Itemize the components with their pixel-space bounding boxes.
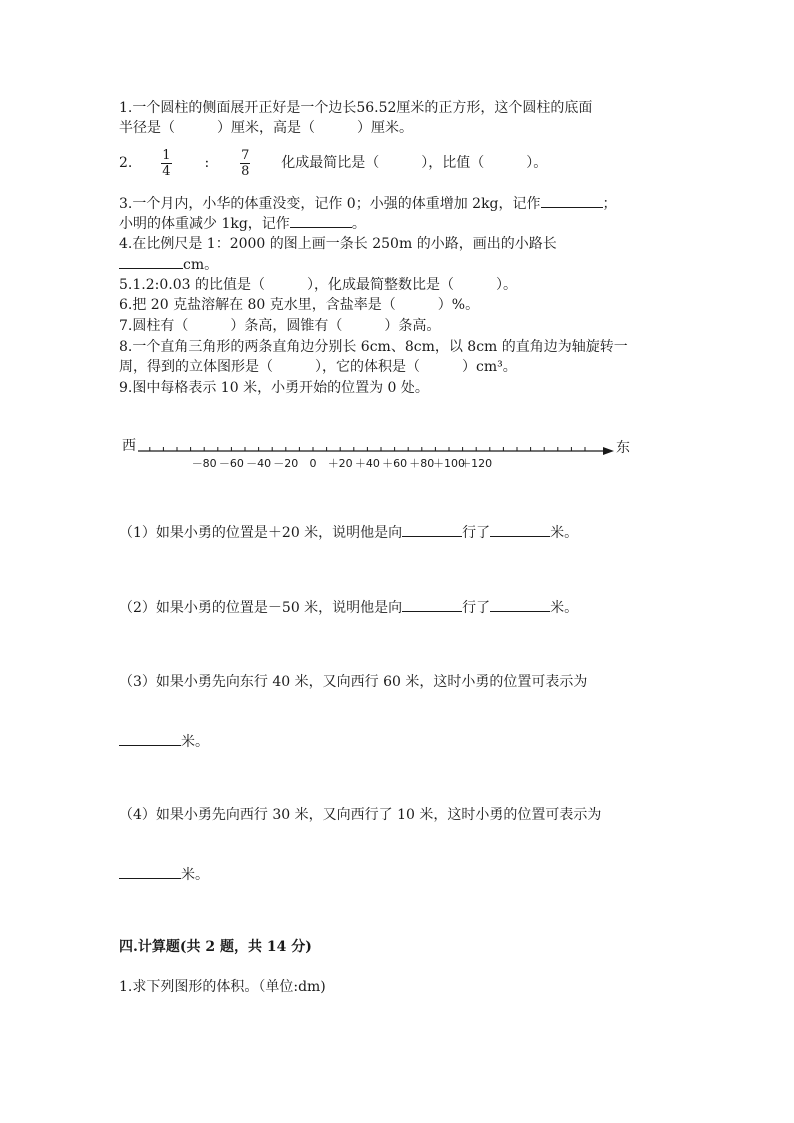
q8-line1: 8.一个直角三角形的两条直角边分别长 6cm、8cm，以 8cm 的直角边为轴旋转一 <box>119 339 628 355</box>
sub2-text: 行了 <box>462 600 491 616</box>
q3-punct: 。 <box>351 216 366 232</box>
tick-label: ＋40 <box>354 457 380 470</box>
tick-label: －60 <box>218 457 244 470</box>
q3-line1 <box>119 193 617 214</box>
q2-line <box>119 146 547 180</box>
answer-blank[interactable] <box>541 193 603 208</box>
ratio-colon: : <box>204 155 210 171</box>
sub4-unit: 米。 <box>181 867 209 883</box>
tick-label: 0 <box>309 457 317 470</box>
sub2-text: （2）如果小勇的位置是－50 米，说明他是向 <box>119 600 403 616</box>
fraction-numerator: 1 <box>162 147 171 163</box>
tick-label: －80 <box>191 457 217 470</box>
tick-label: ＋60 <box>382 457 408 470</box>
sub4-answer <box>119 864 209 885</box>
fraction-one-quarter <box>161 148 171 179</box>
q3-line2 <box>119 213 366 234</box>
east-label: 东 <box>616 440 630 456</box>
tick-label: －20 <box>273 457 299 470</box>
sub1-line <box>119 522 578 543</box>
answer-blank[interactable] <box>402 597 462 612</box>
number-line <box>0 432 794 492</box>
fraction-seven-eighths <box>240 148 250 179</box>
sub2-line <box>119 597 578 618</box>
sub4-line: （4）如果小勇先向西行 30 米，又向西行了 10 米，这时小勇的位置可表示为 <box>119 807 602 823</box>
sub1-text: （1）如果小勇的位置是＋20 米，说明他是向 <box>119 525 403 541</box>
tick-label: ＋20 <box>327 457 353 470</box>
sub3-line: （3）如果小勇先向东行 40 米，又向西行 60 米，这时小勇的位置可表示为 <box>119 674 588 690</box>
q3-text: 3.一个月内，小华的体重没变，记作 0；小强的体重增加 2kg，记作 <box>119 196 541 212</box>
sub1-text: 行了 <box>462 525 491 541</box>
answer-blank[interactable] <box>490 597 550 612</box>
answer-blank[interactable] <box>290 213 352 228</box>
tick-label: ＋80 <box>409 457 435 470</box>
answer-blank[interactable] <box>119 731 181 746</box>
q1-line2: 半径是（ ）厘米，高是（ ）厘米。 <box>119 120 413 136</box>
q1-line1: 1.一个圆柱的侧面展开正好是一个边长56.52厘米的正方形，这个圆柱的底面 <box>119 100 593 116</box>
tick-label: ＋100 <box>433 457 465 470</box>
q4-line1: 4.在比例尺是 1：2000 的图上画一条长 250m 的小路，画出的小路长 <box>119 236 557 252</box>
q3-punct: ； <box>602 196 617 212</box>
sub3-answer <box>119 731 209 752</box>
west-label: 西 <box>122 438 136 454</box>
answer-blank[interactable] <box>119 864 181 879</box>
q6-line: 6.把 20 克盐溶解在 80 克水里，含盐率是（ ）%。 <box>119 297 480 313</box>
answer-blank[interactable] <box>402 522 462 537</box>
q4-line2 <box>119 254 218 275</box>
q5-line: 5.1.2:0.03 的比值是（ ），化成最简整数比是（ ）。 <box>119 277 517 293</box>
section4-q1: 1.求下列图形的体积。（单位:dm) <box>119 979 326 995</box>
answer-blank[interactable] <box>490 522 550 537</box>
sub1-text: 米。 <box>550 525 579 541</box>
q3-text: 小明的体重减少 1kg，记作 <box>119 216 290 232</box>
axis-arrow-icon <box>603 447 614 455</box>
q2-number: 2. <box>119 155 133 171</box>
sub3-unit: 米。 <box>181 734 209 750</box>
sub2-text: 米。 <box>550 600 579 616</box>
q8-line2: 周，得到的立体图形是（ ），它的体积是（ ）cm³。 <box>119 359 517 375</box>
fraction-numerator: 7 <box>241 147 250 163</box>
answer-blank[interactable] <box>119 254 183 269</box>
q7-line: 7.圆柱有（ ）条高，圆锥有（ ）条高。 <box>119 318 441 334</box>
q9-line: 9.图中每格表示 10 米，小勇开始的位置为 0 处。 <box>119 380 429 396</box>
tick-label: －40 <box>246 457 272 470</box>
q2-tail: 化成最简比是（ ），比值（ ）。 <box>281 155 548 171</box>
section4-title: 四.计算题(共 2 题，共 14 分) <box>119 939 312 955</box>
fraction-denominator: 4 <box>162 163 171 179</box>
fraction-denominator: 8 <box>241 163 250 179</box>
tick-label: ＋120 <box>460 457 493 470</box>
q4-unit: cm。 <box>183 257 219 273</box>
